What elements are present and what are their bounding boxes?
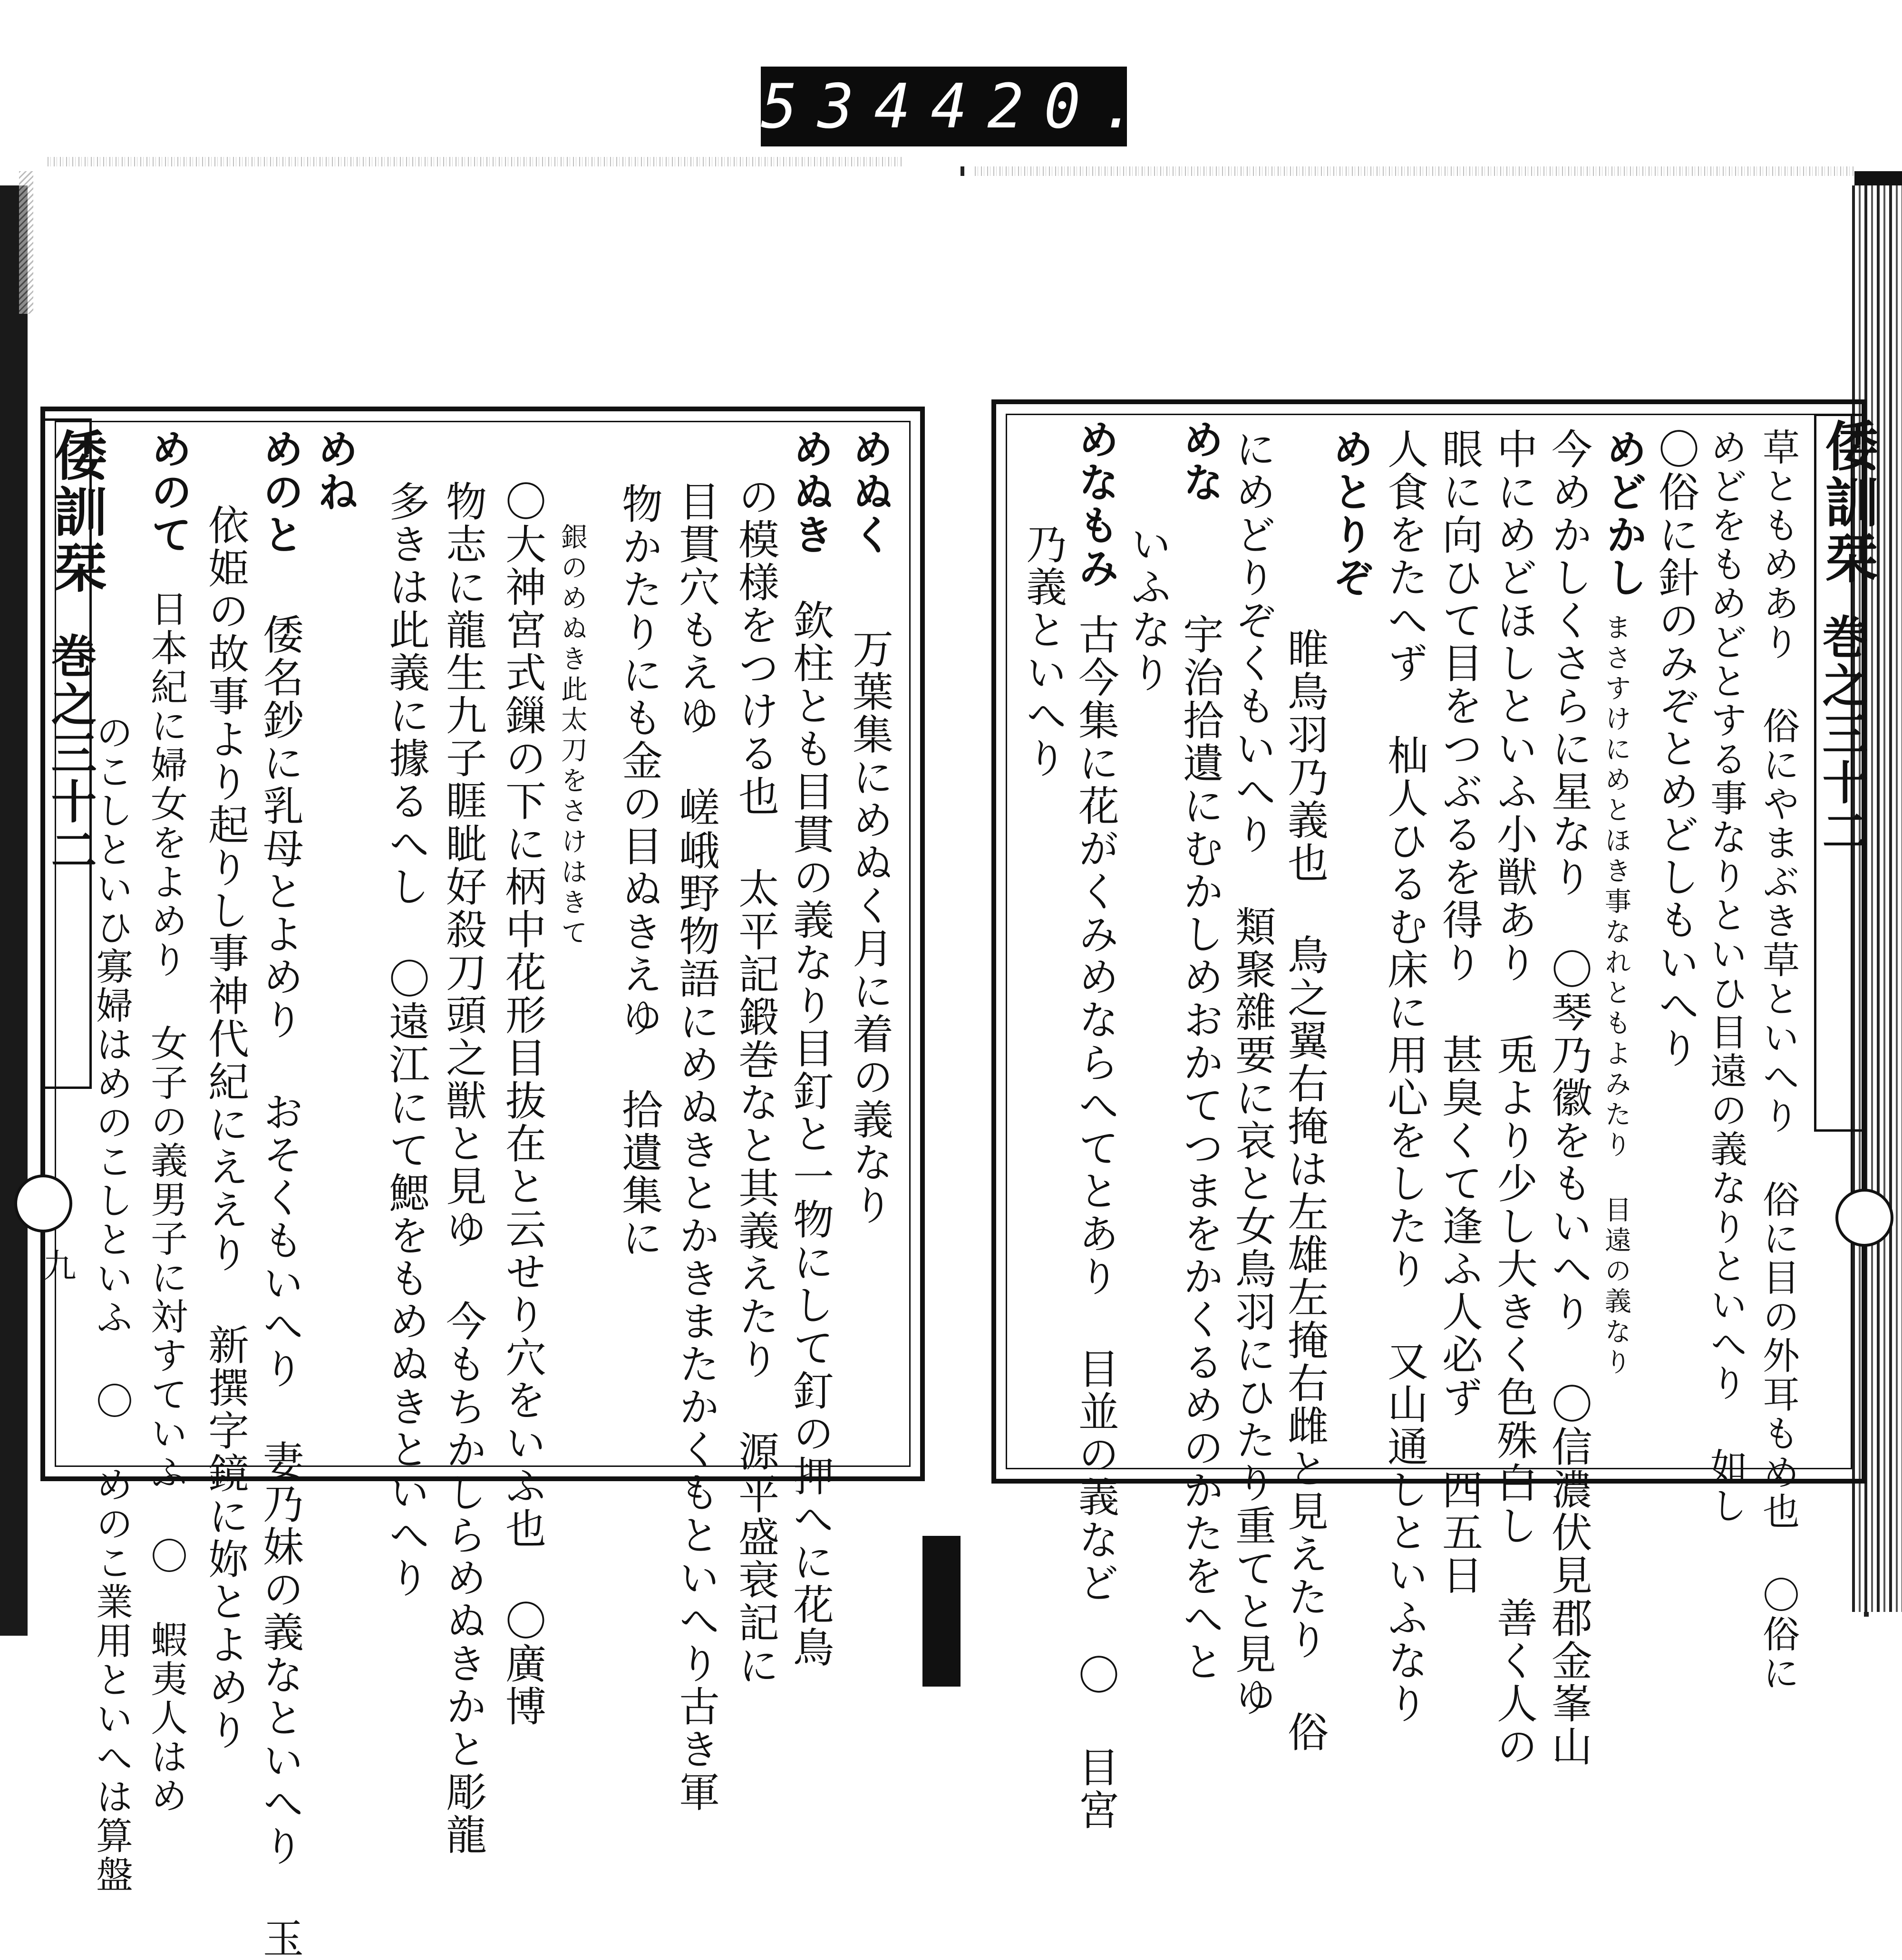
- right-col-8: 眼に向ひて目をつぶるを得り 甚臭くて逢ふ人必ず 四五日: [1435, 428, 1483, 1597]
- left-col-7: 物かたりにも金の目ぬきえゆ 拾遺集に: [615, 483, 662, 1260]
- right-col-7: 中にめどほしといふ小獣あり 兎より少し大きく色殊白し 善く人の: [1490, 428, 1537, 1768]
- archive-number-right: 420.: [931, 71, 1157, 142]
- right-col-9: 人食をたへず 杣人ひるむ床に用心をしたり 又山通しといふなり: [1380, 428, 1428, 1725]
- left-col-2: 万葉集にめぬく月に着の義なり: [845, 628, 893, 1227]
- right-col-12: にめどりぞくもいへり 類聚雜要に哀と女鳥羽にひたり重てと見ゆ: [1228, 428, 1276, 1718]
- left-col-14: 倭名鈔に乳母とよめり おそくもいへり 妻乃妹の義なといへり 玉: [256, 613, 303, 1960]
- right-side-title: 倭訓栞: [1816, 418, 1879, 587]
- left-col-8: 銀のめぬき此太刀をさけはきて: [557, 523, 588, 949]
- right-col-10: めとりぞ: [1326, 428, 1374, 599]
- book-edge-left: [0, 185, 28, 1636]
- right-col-14: 宇治拾遺にむかしめおかてつまをかくるめのかたをへと: [1176, 613, 1223, 1683]
- right-col-15: いふなり: [1124, 523, 1171, 694]
- right-col-13: めな: [1176, 418, 1224, 504]
- left-col-13: めのと: [256, 428, 304, 556]
- left-col-9: 〇大神宮式鏁の下に柄中花形目抜在と云せり穴をいふ也 〇廣博: [498, 480, 546, 1728]
- right-col-3: 〇俗に針のみぞとめどしもいへり: [1651, 428, 1699, 1070]
- left-folio: 九: [38, 1248, 77, 1283]
- left-col-18: のこしといひ寡婦はめのこしといふ 〇 めのこ業用といへは算盤: [90, 713, 133, 1894]
- right-col-6: 今めかしくさらに星なり 〇琴乃徽をもいへり 〇信濃伏見郡金峯山: [1544, 428, 1592, 1768]
- right-col-2: めどをもめどとする事なりといひ目遠の義なりといへり 如し: [1704, 428, 1747, 1525]
- left-col-3: めぬき: [786, 428, 834, 556]
- book-gutter: [922, 1536, 961, 1687]
- left-col-6: 目貫穴もえゆ 嵯峨野物語にめぬきとかきまたかくもといへり古き軍: [672, 480, 719, 1814]
- left-page-notch: [14, 1174, 72, 1232]
- right-col-17: 古今集に花がくみめならへてとあり 目並の義など 〇 目宮: [1071, 613, 1119, 1832]
- right-page-notch: [1835, 1189, 1893, 1247]
- right-col-16: めなもみ: [1071, 418, 1119, 590]
- left-col-12: めね: [311, 428, 359, 514]
- archive-number-left: 534: [761, 71, 931, 142]
- left-col-15: 依姫の故事より起りし事神代紀にええり 新撰字鏡に妳とよめり: [201, 504, 249, 1752]
- left-col-5: の模様をつける也 太平記鍛巻なと其義えたり 源平盛衰記に: [731, 475, 779, 1687]
- left-col-10: 物志に龍生九子睚眦好殺刀頭之獣と見ゆ 今もちかしらめぬきかと彫龍: [439, 480, 486, 1856]
- right-col-4: めどかし: [1599, 428, 1647, 599]
- right-volume: 巻之三十二: [1815, 613, 1869, 856]
- left-col-4: 欽柱とも目貫の義なり目釘と一物にして釘の押へに花鳥: [786, 599, 834, 1669]
- left-col-11: 多きは此義に據るへし 〇遠江にて鰓をもめぬきといへり: [382, 480, 429, 1600]
- left-volume: 巻之三十二: [44, 632, 97, 875]
- archive-label: [761, 67, 1157, 146]
- right-col-5: まさすけにめとほき事なれともよみたり 目遠の義なり: [1601, 613, 1631, 1378]
- right-col-1: 草ともめあり 俗にやまぶき草といへり 俗に目の外耳もめ也 〇俗に: [1756, 428, 1799, 1693]
- right-col-18: 乃義といへり: [1019, 523, 1067, 780]
- right-col-11: 睢鳥羽乃義也 鳥之翼右掩は左雄左掩右雌と見えたり 俗: [1281, 628, 1328, 1754]
- left-col-17: 日本紀に婦女をよめり 女子の義男子に対すていふ 〇 蝦夷人はめ: [145, 590, 187, 1815]
- left-col-1: めぬく: [845, 428, 893, 556]
- left-side-title: 倭訓栞: [45, 428, 107, 596]
- left-col-16: めのて: [144, 428, 192, 556]
